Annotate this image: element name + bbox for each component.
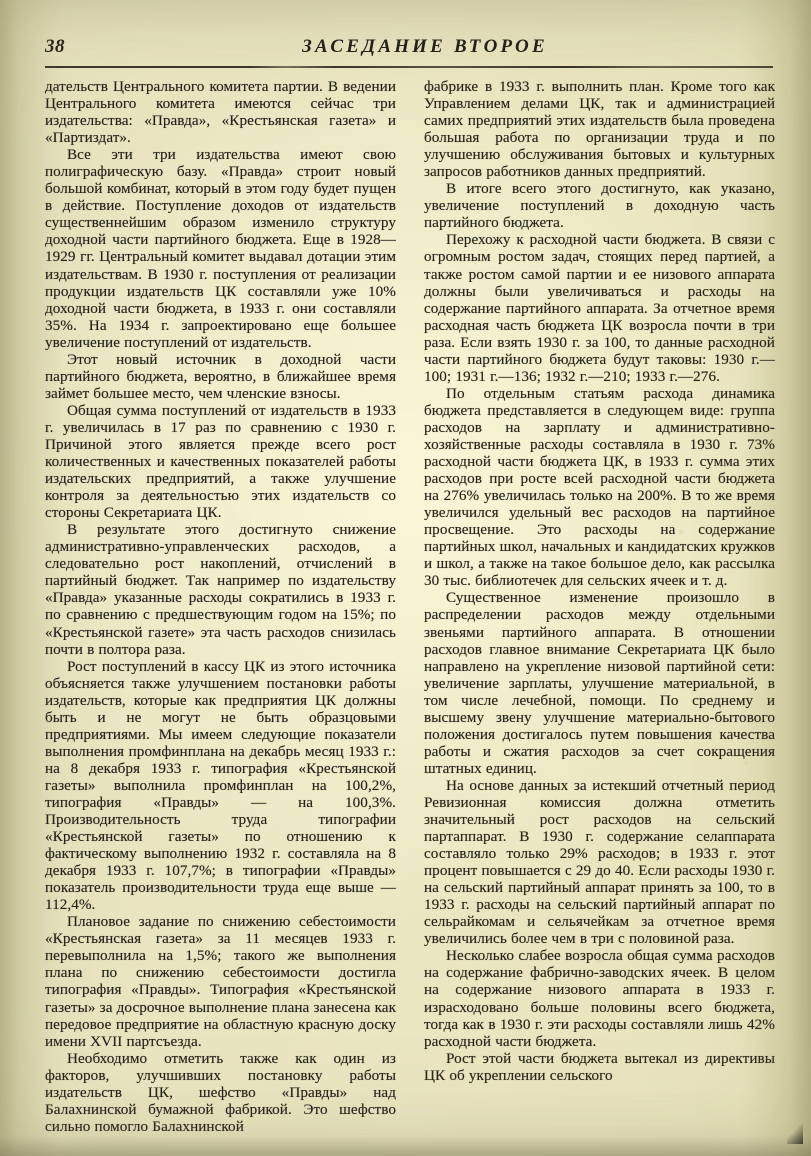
- running-head-title: ЗАСЕДАНИЕ ВТОРОЕ: [302, 36, 548, 57]
- paragraph: дательств Центрального комитета партии. В ведении Центрального комитета имеются сейчас три издательства: «Правда», «Крестьянская газета» и «Партиздат».: [45, 78, 396, 147]
- paragraph: По отдельным статьям расхода динамика бюджета представляется в следующем виде: группа расходов на зарплату и административно-хозяйственные расходы составляла в 1930 г. 73% расходной части бюджета ЦК, в 1933 г. сумма этих расходов при росте всей расходной части бюджета на 276% увеличилась только на 200%. В то же время увеличился удельный вес расходов на партийное просвещение. Это расходы на содержание партийных школ, начальных и кандидатских кружков и школ, а также на такое большое дело, как рассылка 30 тыс. библиотечек для сельских ячеек и т. д.: [424, 384, 776, 590]
- paragraph: Существенное изменение произошло в распределении расходов между отдельными звеньями партийного аппарата. В отношении расходов главное внимание Секретариата ЦК было направлено на укрепление низовой партийной сети: увеличение зарплаты, улучшение материальной, в том числе лечебной, помощи. По среднему и высшему звену улучшение материально-бытового положения достигалось путем повышения качества работы и сжатия расходов за счет сокращения штатных единиц.: [424, 589, 775, 777]
- column-left: [45, 78, 396, 1135]
- paragraph: Рост поступлений в кассу ЦК из этого источника объясняется также улучшением постановки работы издательств, которые как предприятия ЦК должны быть и не могут не быть образцовыми предприятиями. Мы имеем следующие показатели выполнения промфинплана на декабрь месяц 1933 г.: на 8 декабря 1933 г. типография «Крестьянской газеты» выполнила промфинплан на 100,2%, типография «Правды» — на 100,3%. Производительность труда типографии «Крестьянской газеты» по отношению к фактическому выполнению 1932 г. составляла на 8 декабря 1933 г. 107,7%; в типографии «Правды» показатель производительности труда еще выше — 112,4%.: [45, 657, 396, 914]
- page-number: 38: [45, 36, 65, 57]
- paragraph: Несколько слабее возросла общая сумма расходов на содержание фабрично-заводских ячеек. В целом на содержание низового аппарата в 1933 г. израсходовано больше половины всего бюджета, тогда как в 1930 г. эти расходы составляли лишь 42% расходной части бюджета.: [424, 947, 775, 1050]
- paragraph: Рост этой части бюджета вытекал из директивы ЦК об укреплении сельского: [424, 1049, 775, 1084]
- text-columns: [45, 78, 775, 1135]
- paragraph: В результате этого достигнуто снижение административно-управленческих расходов, а следовательно рост накоплений, отчислений в партийный бюджет. Так например по издательству «Правда» указанные расходы сократились в 1933 г. по сравнению с предшествующим годом на 15%; по «Крестьянской газете» эта часть расходов снизилась почти в полтора раза.: [45, 521, 396, 658]
- page-corner-artifact: [787, 1122, 803, 1144]
- column-right: [424, 78, 775, 1135]
- running-head: [45, 36, 771, 70]
- paragraph: Перехожу к расходной части бюджета. В связи с огромным ростом задач, стоящих перед партией, а также ростом самой партии и ее низового аппарата должны были увеличиваться и расходы на содержание партийного аппарата. За отчетное время расходная часть бюджета ЦК возросла почти в три раза. Если взять 1930 г. за 100, то данные расходной части партийного бюджета будут таковы: 1930 г.—100; 1931 г.—136; 1932 г.—210; 1933 г.—276.: [424, 231, 775, 385]
- paragraph: Необходимо отметить также как один из факторов, улучшивших постановку работы издательств ЦК, шефство «Правды» над Балахнинской бумажной фабрикой. Это шефство сильно помогло Балахнинской: [45, 1049, 396, 1135]
- header-rule: [45, 66, 773, 68]
- paragraph: На основе данных за истекший отчетный период Ревизионная комиссия должна отметить значительный рост расходов на сельский партаппарат. В 1930 г. содержание селаппарата составляло только 29% расходов; в 1933 г. этот процент повышается с 29 до 40. Если расходы 1930 г. на сельский партийный аппарат принять за 100, то в 1933 г. расходы на сельский партийный аппарат по сельрайкомам и сельячейкам за отчетное время увеличились более чем в три с половиной раза.: [424, 776, 775, 948]
- paragraph: В итоге всего этого достигнуто, как указано, увеличение поступлений в доходную часть партийного бюджета.: [424, 180, 775, 232]
- paragraph: фабрике в 1933 г. выполнить план. Кроме того как Управлением делами ЦК, так и администрацией самих предприятий этих издательств была проведена большая работа по организации труда и по улучшению обслуживания бытовых и культурных запросов работников данных предприятий.: [424, 78, 775, 181]
- scan-bottom-shadow: [0, 1136, 811, 1156]
- paragraph: Все эти три издательства имеют свою полиграфическую базу. «Правда» строит новый большой комбинат, который в этом году будет пущен в действие. Поступление доходов от издательств существеннейшим образом изменило структуру доходной части партийного бюджета. Еще в 1928—1929 гг. Центральный комитет выдавал дотации этим издательствам. В 1930 г. поступления от реализации продукции издательств ЦК составляли уже 10% доходной части бюджета, в 1933 г. они составляли 35%. На 1934 г. запроектировано еще большее увеличение поступлений от издательств.: [45, 146, 396, 351]
- paragraph: Общая сумма поступлений от издательств в 1933 г. увеличилась в 17 раз по сравнению с 1930 г. Причиной этого является прежде всего рост количественных и качественных показателей работы издательских предприятий, а также улучшение контроля за деятельностью этих издательств со стороны Секретариата ЦК.: [45, 401, 396, 522]
- paragraph: Плановое задание по снижению себестоимости «Крестьянская газета» за 11 месяцев 1933 г. перевыполнила на 1,5%; такого же выполнения плана по снижению себестоимости достигла типография «Правды». Типография «Крестьянской газеты» за досрочное выполнение плана занесена как передовое предприятие на областную красную доску имени XVII партсъезда.: [45, 913, 396, 1050]
- paragraph: Этот новый источник в доходной части партийного бюджета, вероятно, в ближайшее время займет большее место, чем членские взносы.: [45, 350, 396, 402]
